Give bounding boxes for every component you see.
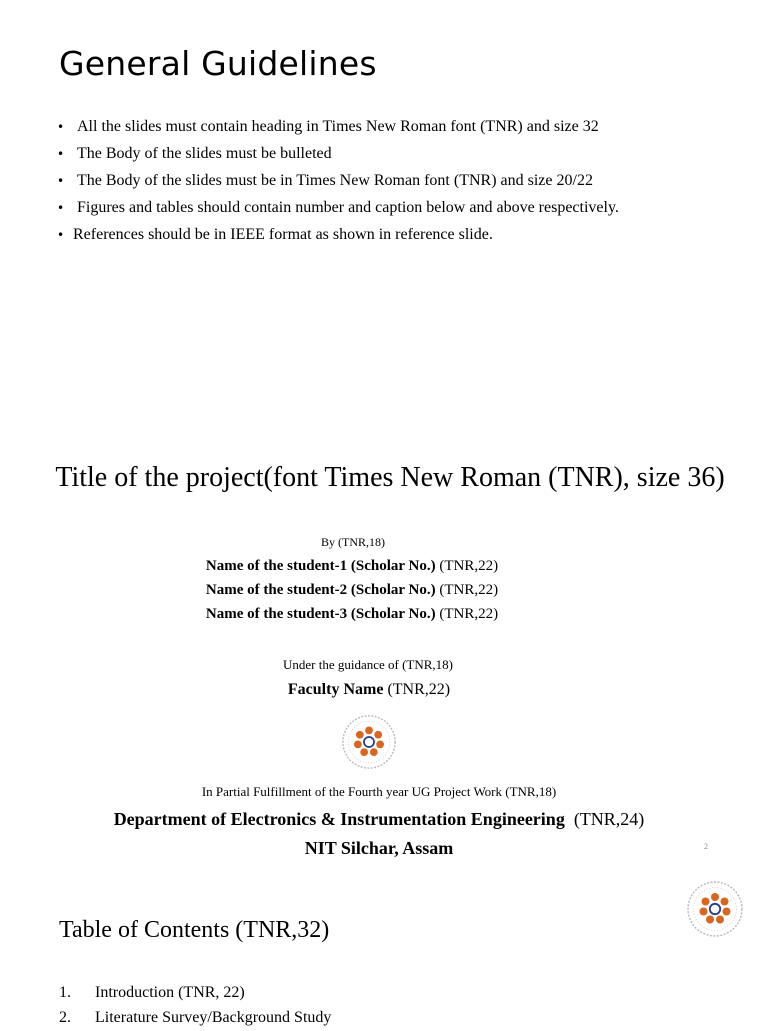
page-number: 2 bbox=[704, 842, 708, 851]
faculty-name: Faculty Name bbox=[287, 681, 384, 698]
nit-silchar-emblem-icon bbox=[338, 712, 400, 772]
student-name: Name of the student-3 (Scholar No.) bbox=[205, 606, 436, 622]
department-line bbox=[0, 807, 763, 831]
student-line bbox=[0, 580, 736, 600]
list-item bbox=[59, 981, 331, 1006]
student-note: (TNR,22) bbox=[439, 582, 499, 598]
by-label: By (TNR,18) bbox=[321, 535, 385, 549]
student-note: (TNR,22) bbox=[439, 606, 499, 622]
faculty-line bbox=[0, 679, 753, 701]
bullet-text: Figures and tables should contain number and caption below and above respectively. bbox=[77, 199, 619, 216]
list-item bbox=[57, 196, 619, 223]
faculty-note: (TNR,22) bbox=[387, 681, 451, 698]
bullet-text: The Body of the slides must be in Times New Roman font (TNR) and size 20/22 bbox=[77, 172, 593, 189]
bullet-icon: • bbox=[57, 174, 65, 188]
student-line bbox=[0, 604, 736, 624]
bullet-text: References should be in IEEE format as shown in reference slide. bbox=[73, 226, 493, 243]
student-name: Name of the student-1 (Scholar No.) bbox=[205, 558, 436, 574]
project-title: Title of the project(font Times New Roman (TNR), size 36) bbox=[55, 462, 725, 493]
bullet-text: All the slides must contain heading in Times New Roman font (TNR) and size 32 bbox=[77, 118, 599, 135]
slide-title bbox=[0, 440, 768, 870]
bullet-icon: • bbox=[57, 228, 65, 242]
bullet-icon: • bbox=[57, 201, 65, 215]
list-item bbox=[57, 169, 619, 196]
slide-general-guidelines bbox=[0, 0, 768, 440]
fulfillment-label: In Partial Fulfillment of the Fourth year UG Project Work (TNR,18) bbox=[201, 784, 557, 799]
student-name: Name of the student-2 (Scholar No.) bbox=[205, 582, 436, 598]
nit-silchar-emblem-icon bbox=[683, 878, 747, 940]
institute-name: NIT Silchar, Assam bbox=[304, 838, 454, 858]
department-name: Department of Electronics & Instrumentation Engineering bbox=[113, 809, 565, 829]
student-line bbox=[0, 556, 736, 576]
guidelines-list bbox=[57, 115, 619, 250]
list-item bbox=[57, 142, 619, 169]
toc-text: Introduction (TNR, 22) bbox=[95, 984, 245, 1001]
list-item bbox=[59, 1006, 331, 1031]
slide-table-of-contents bbox=[0, 870, 768, 1024]
bullet-text: The Body of the slides must be bulleted bbox=[77, 145, 332, 162]
student-note: (TNR,22) bbox=[439, 558, 499, 574]
slide-heading: General Guidelines bbox=[59, 44, 377, 83]
list-item bbox=[57, 223, 619, 250]
toc-title: Table of Contents (TNR,32) bbox=[59, 917, 330, 943]
toc-text: Literature Survey/Background Study bbox=[95, 1009, 332, 1026]
guidance-label: Under the guidance of (TNR,18) bbox=[282, 657, 454, 672]
toc-number: 2. bbox=[59, 1009, 71, 1026]
bullet-icon: • bbox=[57, 120, 65, 134]
department-note: (TNR,24) bbox=[573, 809, 645, 829]
bullet-icon: • bbox=[57, 147, 65, 161]
toc-number: 1. bbox=[59, 984, 71, 1001]
list-item bbox=[57, 115, 619, 142]
